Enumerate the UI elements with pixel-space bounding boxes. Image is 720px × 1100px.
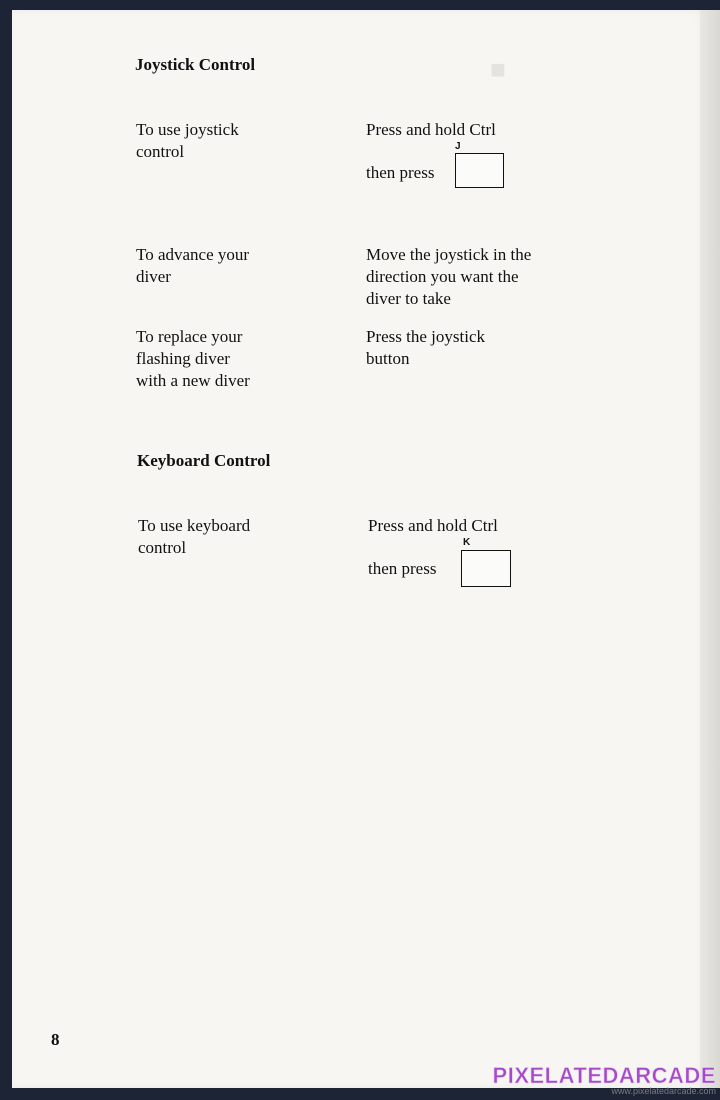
key-k-box bbox=[461, 550, 511, 587]
key-j-box bbox=[455, 153, 504, 188]
joystick-use-action: To use joystick control bbox=[136, 120, 239, 161]
joystick-advance-instruction: Move the joystick in the direction you want the diver to take bbox=[366, 245, 532, 308]
manual-page bbox=[12, 10, 708, 1088]
joystick-use-instruction-2: then press bbox=[366, 163, 435, 182]
key-k-label: K bbox=[463, 537, 471, 548]
keyboard-heading: Keyboard Control bbox=[137, 451, 271, 470]
joystick-heading: Joystick Control bbox=[135, 55, 256, 74]
keyboard-use-instruction-2: then press bbox=[368, 559, 437, 578]
page-number: 8 bbox=[51, 1030, 60, 1049]
bleed-through-decoration: ■ bbox=[490, 55, 506, 84]
page-edge bbox=[700, 10, 720, 1088]
watermark bbox=[493, 1063, 716, 1096]
joystick-use-instruction-1: Press and hold Ctrl bbox=[366, 120, 496, 139]
keyboard-use-instruction-1: Press and hold Ctrl bbox=[368, 516, 498, 535]
joystick-replace-instruction: Press the joystick button bbox=[366, 327, 485, 368]
joystick-replace-action: To replace your flashing diver with a new diver bbox=[136, 327, 250, 390]
joystick-advance-action: To advance your diver bbox=[136, 245, 250, 286]
watermark-brand: PIXELATEDARCADE bbox=[492, 1063, 716, 1088]
key-j-label: J bbox=[455, 141, 461, 152]
watermark-url: www.pixelatedarcade.com bbox=[611, 1086, 716, 1096]
keyboard-use-action: To use keyboard control bbox=[138, 516, 251, 557]
